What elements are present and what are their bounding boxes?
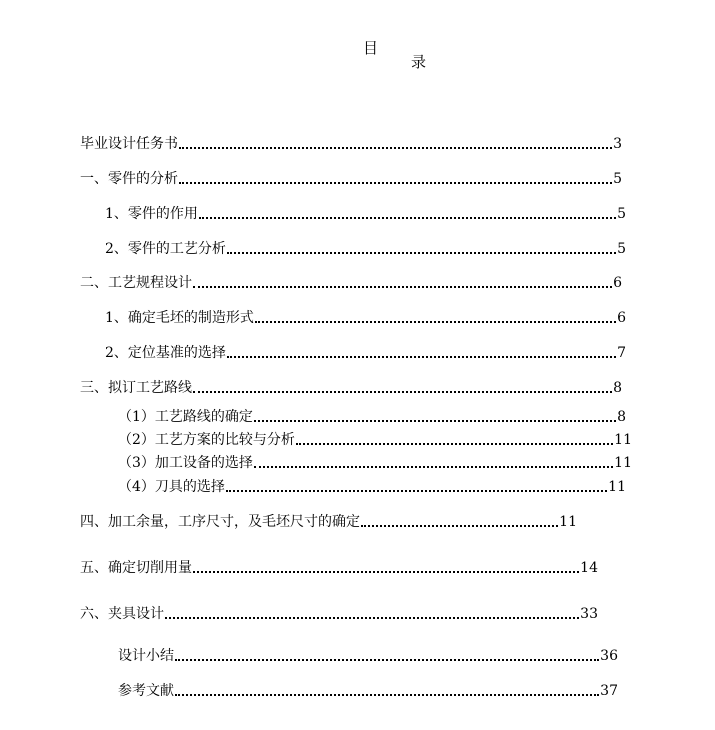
toc-entry-route-determination <box>118 408 626 426</box>
entry-label: （3）加工设备的选择 <box>118 455 253 471</box>
toc-entry-part-function <box>105 205 626 223</box>
toc-entry-references <box>118 682 618 700</box>
dot-leader <box>254 466 613 468</box>
dot-leader <box>179 147 612 149</box>
entry-label: 1、零件的作用 <box>105 206 198 222</box>
dot-leader <box>165 617 579 619</box>
dot-leader <box>361 525 558 527</box>
dot-leader <box>227 356 616 358</box>
entry-label: （2）工艺方案的比较与分析 <box>118 432 295 448</box>
entry-page-number: 7 <box>617 345 626 361</box>
toc-entry-process-route <box>80 379 622 397</box>
toc-entry-part-analysis <box>80 170 622 188</box>
entry-page-number: 6 <box>617 310 626 326</box>
dot-leader <box>199 217 616 219</box>
entry-label: 五、确定切削用量 <box>80 560 192 576</box>
dot-leader <box>175 694 599 696</box>
entry-page-number: 8 <box>617 409 626 425</box>
entry-page-number: 5 <box>613 171 622 187</box>
entry-label: （4）刀具的选择 <box>118 479 225 495</box>
entry-label: 四、加工余量，工序尺寸，及毛坯尺寸的确定 <box>80 514 360 530</box>
entry-page-number: 6 <box>613 275 622 291</box>
dot-leader <box>193 391 612 393</box>
entry-label: 1、确定毛坯的制造形式 <box>105 310 254 326</box>
toc-entry-process-analysis <box>105 240 626 258</box>
entry-label: 参考文献 <box>118 683 174 699</box>
entry-label: 毕业设计任务书 <box>80 136 178 152</box>
toc-entry-equipment-selection <box>118 454 632 472</box>
entry-page-number: 11 <box>559 514 577 530</box>
toc-title-char-1: 目 <box>363 39 379 57</box>
dot-leader <box>193 571 579 573</box>
entry-page-number: 3 <box>613 136 622 152</box>
entry-label: 六、夹具设计 <box>80 606 164 622</box>
dot-leader <box>296 443 613 445</box>
entry-label: （1）工艺路线的确定 <box>118 409 253 425</box>
entry-label: 二、工艺规程设计 <box>80 275 192 291</box>
entry-page-number: 11 <box>608 479 626 495</box>
entry-page-number: 14 <box>580 560 598 576</box>
toc-entry-cutting-parameters <box>80 559 598 577</box>
dot-leader <box>175 659 599 661</box>
entry-page-number: 33 <box>580 606 598 622</box>
dot-leader <box>193 286 612 288</box>
entry-label: 设计小结 <box>118 648 174 664</box>
dot-leader <box>179 182 612 184</box>
entry-label: 三、拟订工艺路线 <box>80 380 192 396</box>
entry-page-number: 5 <box>617 241 626 257</box>
toc-entry-tool-selection <box>118 478 626 496</box>
toc-entry-process-planning <box>80 274 622 292</box>
toc-entry-task-book <box>80 135 622 153</box>
entry-page-number: 8 <box>613 380 622 396</box>
entry-page-number: 11 <box>614 455 632 471</box>
dot-leader <box>227 252 616 254</box>
toc-entry-design-summary <box>118 647 618 665</box>
entry-label: 一、零件的分析 <box>80 171 178 187</box>
dot-leader <box>254 420 616 422</box>
toc-entry-fixture-design <box>80 605 598 623</box>
entry-page-number: 37 <box>600 683 618 699</box>
toc-entry-blank-form <box>105 309 626 327</box>
toc-entry-datum-selection <box>105 344 626 362</box>
entry-label: 2、定位基准的选择 <box>105 345 226 361</box>
entry-label: 2、零件的工艺分析 <box>105 241 226 257</box>
dot-leader <box>226 490 607 492</box>
entry-page-number: 5 <box>617 206 626 222</box>
toc-title-char-2: 录 <box>411 53 427 71</box>
dot-leader <box>255 321 616 323</box>
toc-entry-scheme-comparison <box>118 431 632 449</box>
entry-page-number: 36 <box>600 648 618 664</box>
toc-entry-allowance <box>80 513 577 531</box>
entry-page-number: 11 <box>614 432 632 448</box>
